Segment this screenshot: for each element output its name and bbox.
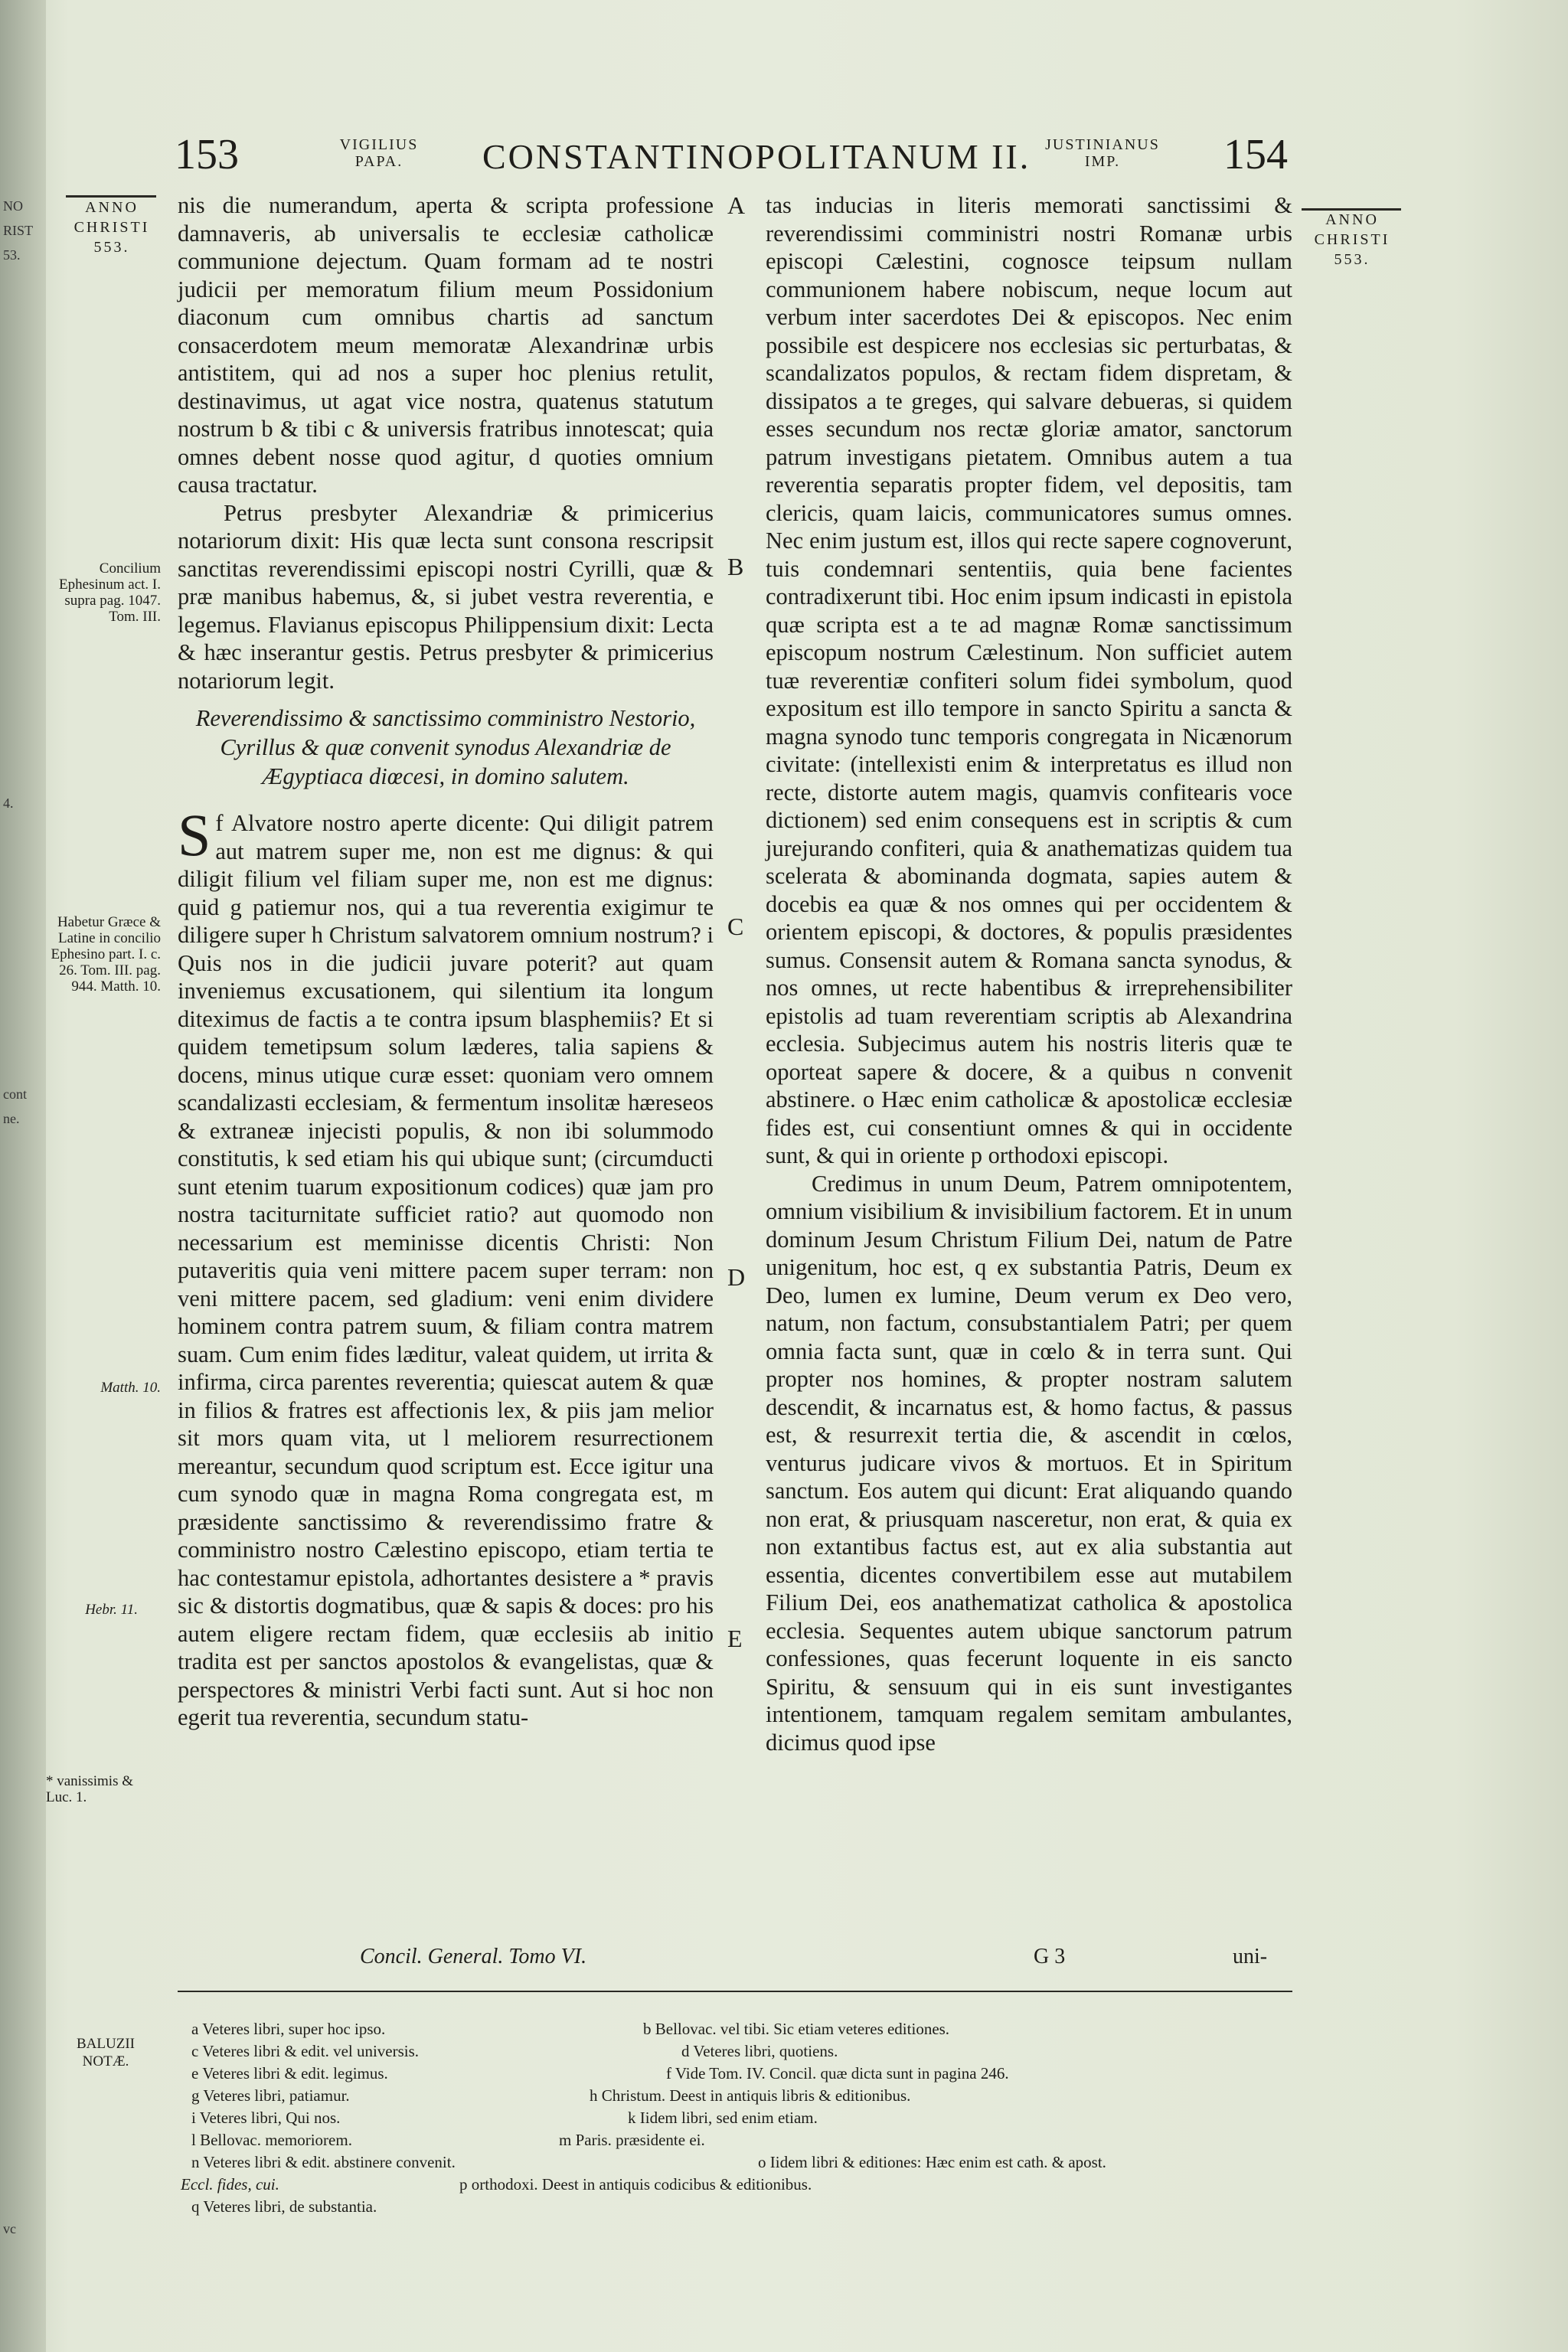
footnote-eccl: Eccl. fides, cui. <box>181 2175 279 2194</box>
footnote-i: i Veteres libri, Qui nos. <box>191 2109 341 2127</box>
margin-note-vanissimis: * vanissimis & Luc. 1. <box>46 1773 134 1805</box>
letter-salutation: Reverendissimo & sanctissimo comministro Nestorio, Cyrillus & quæ convenit synodus Alexandriæ de Ægyptiaca diœcesi, in domino salutem. <box>195 705 696 789</box>
page-number-right: 154 <box>1223 131 1288 178</box>
section-letter-e: E <box>727 1625 743 1652</box>
footnote-f: f Vide Tom. IV. Concil. quæ dicta sunt in pagina 246. <box>666 2064 1009 2082</box>
binding-fragment: cont <box>3 1086 27 1102</box>
anno-christi-left: ANNO CHRISTI 553. <box>74 199 150 256</box>
margin-note-hebr: Hebr. 11. <box>85 1602 138 1618</box>
binding-fragment: 53. <box>3 247 21 263</box>
binding-fragment: NO <box>3 198 23 214</box>
running-head-pope: VIGILIUS PAPA. <box>339 136 419 170</box>
footnote-n: n Veteres libri & edit. abstinere convenit. <box>191 2153 456 2171</box>
binding-fragment: 4. <box>3 795 14 811</box>
margin-note-habetur: Habetur Græce & Latine in concilio Ephesino part. I. c. 26. Tom. III. pag. 944. Matth. 10. <box>51 914 161 995</box>
signature-mark: G 3 <box>1034 1945 1066 1968</box>
baluzii-notae-label: BALUZII NOTÆ. <box>77 2036 135 2069</box>
footnote-g: g Veteres libri, patiamur. <box>191 2086 350 2105</box>
binding-fragment: vc <box>3 2221 16 2236</box>
footnote-l: l Bellovac. memoriorem. <box>191 2131 352 2149</box>
footnote-d: d Veteres libri, quotiens. <box>681 2042 838 2060</box>
running-head-title: CONSTANTINOPOLITANUM II. <box>482 137 1031 176</box>
left-column <box>178 191 714 1732</box>
left-paragraph-2: Petrus presbyter Alexandriæ & primicerius notariorum dixit: His quæ lecta sunt consona rescripsit sanctitas reverendissimi episcopi nostri Cyrilli, quæ & præ manibus habemus, &, si jubet vestra reverentia, e legemus. Flavianus episcopus Philippensium dixit: Lecta & hæc inserantur gestis. Petrus presbyter & primicerius notariorum legit. <box>178 499 714 694</box>
footnote-o: o Iidem libri & editiones: Hæc enim est cath. & apost. <box>758 2153 1106 2171</box>
section-letter-c: C <box>727 913 744 940</box>
footnote-p: p orthodoxi. Deest in antiquis codicibus & editionibus. <box>459 2175 812 2194</box>
right-paragraph-1: tas inducias in literis memorati sanctissimi & reverendissimi comministri nostri Romanæ urbis episcopi Cælestini, cognosce teipsum nullam communionem habere nobiscum, neque locum aut verbum inter sacerdotes Dei & episcopos. Nec enim possibile est despicere nos ecclesias sic perturbatas, & scandalizatos populos, & rectam fidem dispretam, & dissipatos a te greges, qui salvare debueras, si quidem esses secundum nos rectæ gloriæ amator, sanctorum patrum investigans pietatem. Omnibus autem a tua reverentia separatis propter fidem, vel depositis, tam clericis, quam laicis, communicatores sumus omnes. Nec enim justum est, illos qui recte sapere cognoverunt, tuis condemnari sententiis, quia bene facientes contradixerunt tibi. Hoc enim ipsum indicasti in epistola quæ scripta est a te ad magnæ Romæ sanctissimum episcopum nostrum Cælestinum. Non sufficiet autem tuæ reverentiæ confiteri solum fidei symbolum, quod expositum est illo tempore in sancto Spiritu a sancta & magna synodo tunc temporis congregata in Nicænorum civitate: (intellexisti enim & interpretatus es illud non recte, distorte autem magis, quamvis confitearis voce dictionem) sed enim consequens est in scriptis & cum jurejurando confiteri, quia & anathematizas quidem tua scelerata & abominanda dogmata, sapies autem & docebis ea quæ & nos omnes qui per occidentem & orientem episcopi, & doctores, & populis præsidentes sumus. Consensit autem & Romana sancta synodus, & nos omnes, ut recte habentibus & irreprehensibiliter epistolis ad tuam reverentiam scriptis ab Alexandrina ecclesia. Subjecimus autem his nostris literis quæ te oporteat sapere & docere, & a quibus n convenit abstinere. o Hæc enim catholicæ & apostolicæ ecclesiæ fides est, cui consentiunt omnes & qui in occidente sunt, & qui in oriente p orthodoxi episcopi. <box>766 192 1292 1168</box>
right-paragraph-2: Credimus in unum Deum, Patrem omnipotentem, omnium visibilium & invisibilium factorem. Et in unum dominum Jesum Christum Filium Dei, natum de Patre unigenitum, hoc est, q ex substantia Patris, Deum ex Deo, lumen ex lumine, Deum verum ex Deo vero, natum, non factum, consubstantialem Patri; per quem omnia facta sunt, quæ in cœlo & in terra sunt. Qui propter nos homines, & propter nostram salutem descendit, & incarnatus est, & homo factus, & passus est, & resurrexit tertia die, & ascendit in cœlos, venturus judicare vivos & mortuos. Et in Spiritum sanctum. Eos autem qui dicunt: Erat aliquando quando non erat, & priusquam nasceretur, non erat, & quia ex non extantibus factus est, aut ex alia substantia aut essentia, dicentes convertibilem esse aut mutabilem Filium Dei, eos anathematizat catholica & apostolica ecclesia. Sequentes autem ubique sanctorum patrum confessiones, quas fecerunt loquente in eis sancto Spiritu, & sensuum qui in eis sunt investigantes intentionem, tamquam regalem semitam ambulantes, dicimus quod ipse <box>766 1170 1292 1756</box>
margin-note-matth: Matth. 10. <box>100 1380 161 1396</box>
binding-fragment: RIST <box>3 223 34 238</box>
section-letter-b: B <box>727 553 744 580</box>
footnote-q: q Veteres libri, de substantia. <box>191 2197 377 2216</box>
footnote-m: m Paris. præsidente ei. <box>559 2131 705 2149</box>
catchword: uni- <box>1233 1945 1268 1968</box>
anno-christi-right: ANNO CHRISTI 553. <box>1314 211 1390 268</box>
section-letter-d: D <box>727 1263 746 1291</box>
binding-gutter <box>0 0 46 2352</box>
left-paragraph-3-text: f Alvatore nostro aperte dicente: Qui diligit patrem aut matrem super me, non est me dignus: & qui diligit filium vel filiam super me, non est me dignus: quid g patiemur nos, qui a tua reverentia exigimur te diligere super h Christum salvatorem omnium nostrum? i Quis nos in die judicii juvare poterit? aut quam inveniemus excusationem, qui silentium ita longum diteximus de factis a te contra ipsum blasphemiis? Et si quidem temetipsum solum læderes, talia sapiens & docens, minus utique curæ esset: quoniam vero omnem scandalizasti ecclesiam, & fermentum insolitæ hæreseos & extraneæ injecisti populis, & non ibi solummodo constitutis, k sed etiam his qui ubique sunt; (circumducti sunt etenim tuarum expositionum codices) quæ jam pro nostra taciturnitate sufficiet ratio? aut quomodo non necessarium est meminisse dicentis Christi: Non putaveritis quia veni mittere pacem super terram: non veni mittere pacem, sed gladium: veni enim dividere hominem contra patrem suum, & filiam contra matrem suam. Cum enim fides læditur, valeat quidem, ut irrita & infirma, circa parentes reverentia; quiescat autem & quæ in filios & fratres est affectionis lex, & piis jam melior sit mors quam vita, ut l meliorem resurrectionem mereantur, secundum quod scriptum est. Ecce igitur una cum synodo quæ in magna Roma congregata est, m præsidente sanctissimo & reverendissimo fratre & comministro nostro Cælestino episcopo, etiam tertia te hac contestamur epistola, adhortantes desistere a * pravis sic & distortis dogmatibus, quæ & sapis & doces: pro his autem eligere rectam fidem, quæ ecclesiis ab initio tradita est per sanctos apostolos & evangelistas, quæ & perspectores & ministri Verbi facti sunt. Aut si hoc non egerit tua reverentia, secundum statu- <box>178 810 714 1730</box>
running-head-emperor: JUSTINIANUS IMP. <box>1045 136 1160 170</box>
signature-line: Concil. General. Tomo VI. <box>360 1945 587 1968</box>
left-paragraph-1: nis die numerandum, aperta & scripta professione damnaveris, ab universalis te ecclesiæ catholicæ communione dejectum. Quam formam ad te nostri judicii per memoratum filium meum Possidonium diaconum cum omnibus chartis ad sanctum consacerdotem meum memoratæ Alexandrinæ urbis antistitem, qui ad nos a super hoc plenius retulit, destinavimus, ut agat vice nostra, quatenus statutum nostrum b & tibi c & universis fratribus innotescat; quia omnes debent nosse quod agitur, d quoties omnium causa tractatur. <box>178 192 714 498</box>
footnote-h: h Christum. Deest in antiquis libris & editionibus. <box>590 2086 911 2105</box>
binding-fragment: ne. <box>3 1111 20 1126</box>
footnote-k: k Iidem libri, sed enim etiam. <box>628 2109 818 2127</box>
footnote-a: a Veteres libri, super hoc ipso. <box>191 2020 386 2038</box>
drop-cap: S <box>178 802 211 868</box>
right-column <box>766 191 1292 1756</box>
margin-note-concilium: Concilium Ephesinum act. I. supra pag. 1047. Tom. III. <box>59 560 161 625</box>
footnote-c: c Veteres libri & edit. vel universis. <box>191 2042 420 2060</box>
page-number-left: 153 <box>175 131 239 178</box>
footnote-b: b Bellovac. vel tibi. Sic etiam veteres editiones. <box>643 2020 950 2038</box>
left-paragraph-3 <box>178 802 714 1732</box>
footnote-e: e Veteres libri & edit. legimus. <box>191 2064 388 2082</box>
section-letter-a: A <box>727 191 746 219</box>
notes-rule <box>178 1991 1292 1992</box>
